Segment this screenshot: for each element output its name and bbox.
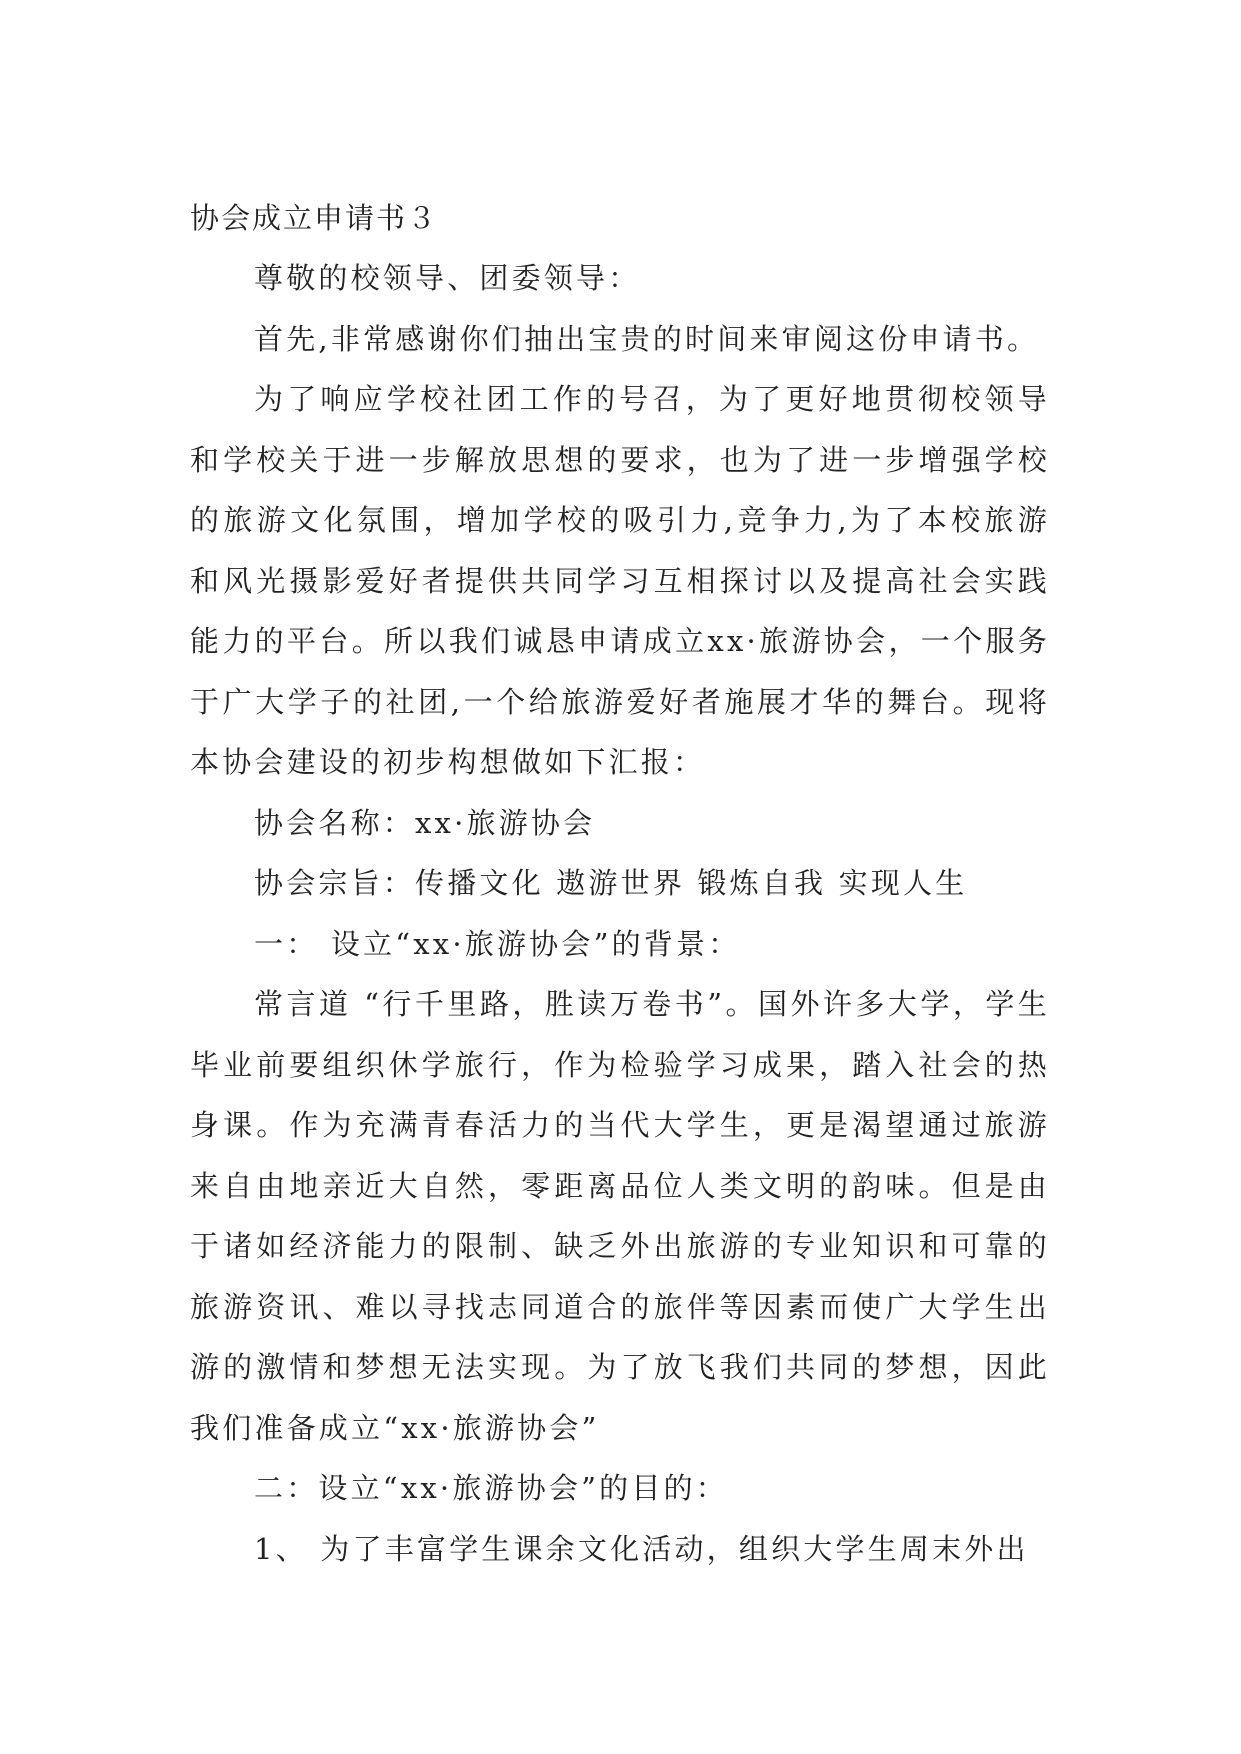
- paragraph-background: 常言道 “行千里路，胜读万卷书”。国外许多大学，学生毕业前要组织休学旅行，作为检验学习成果，踏入社会的热身课。作为充满青春活力的当代大学生，更是渴望通过旅游来自由地亲近大自然，零距离品位人类文明的韵味。但是由于诸如经济能力的限制、缺乏外出旅游的专业知识和可靠的旅游资讯、难以寻找志同道合的旅伴等因素而使广大学生出游的激情和梦想无法实现。为了放飞我们共同的梦想，因此我们准备成立“xx·旅游协会”: [190, 987, 1050, 1445]
- section-heading-background: 一： 设立“xx·旅游协会”的背景：: [254, 926, 741, 961]
- association-name: 协会名称：xx·旅游协会: [254, 805, 596, 840]
- paragraph-thanks: 首先,非常感谢你们抽出宝贵的时间来审阅这份申请书。: [254, 321, 1040, 356]
- association-tenet: 协会宗旨：传播文化 遨游世界 锻炼自我 实现人生: [254, 866, 968, 900]
- paragraph-purpose: 为了响应学校社团工作的号召，为了更好地贯彻校领导和学校关于进一步解放思想的要求，也为了进一步增强学校的旅游文化氛围，增加学校的吸引力,竞争力,为了本校旅游和风光摄影爱好者提供共同学习互相探讨以及提高社会实践能力的平台。所以我们诚恳申请成立xx·旅游协会，一个服务于广大学子的社团,一个给旅游爱好者施展才华的舞台。现将本协会建设的初步构想做如下汇报：: [190, 382, 1050, 779]
- list-item-1: 1、 为了丰富学生课余文化活动，组织大学生周末外出: [254, 1531, 1029, 1566]
- salutation: 尊敬的校领导、团委领导：: [254, 261, 641, 295]
- document-page: [190, 188, 1050, 1579]
- section-heading-goal: 二：设立“xx·旅游协会”的目的：: [254, 1471, 728, 1505]
- document-title: 协会成立申请书３: [190, 201, 439, 235]
